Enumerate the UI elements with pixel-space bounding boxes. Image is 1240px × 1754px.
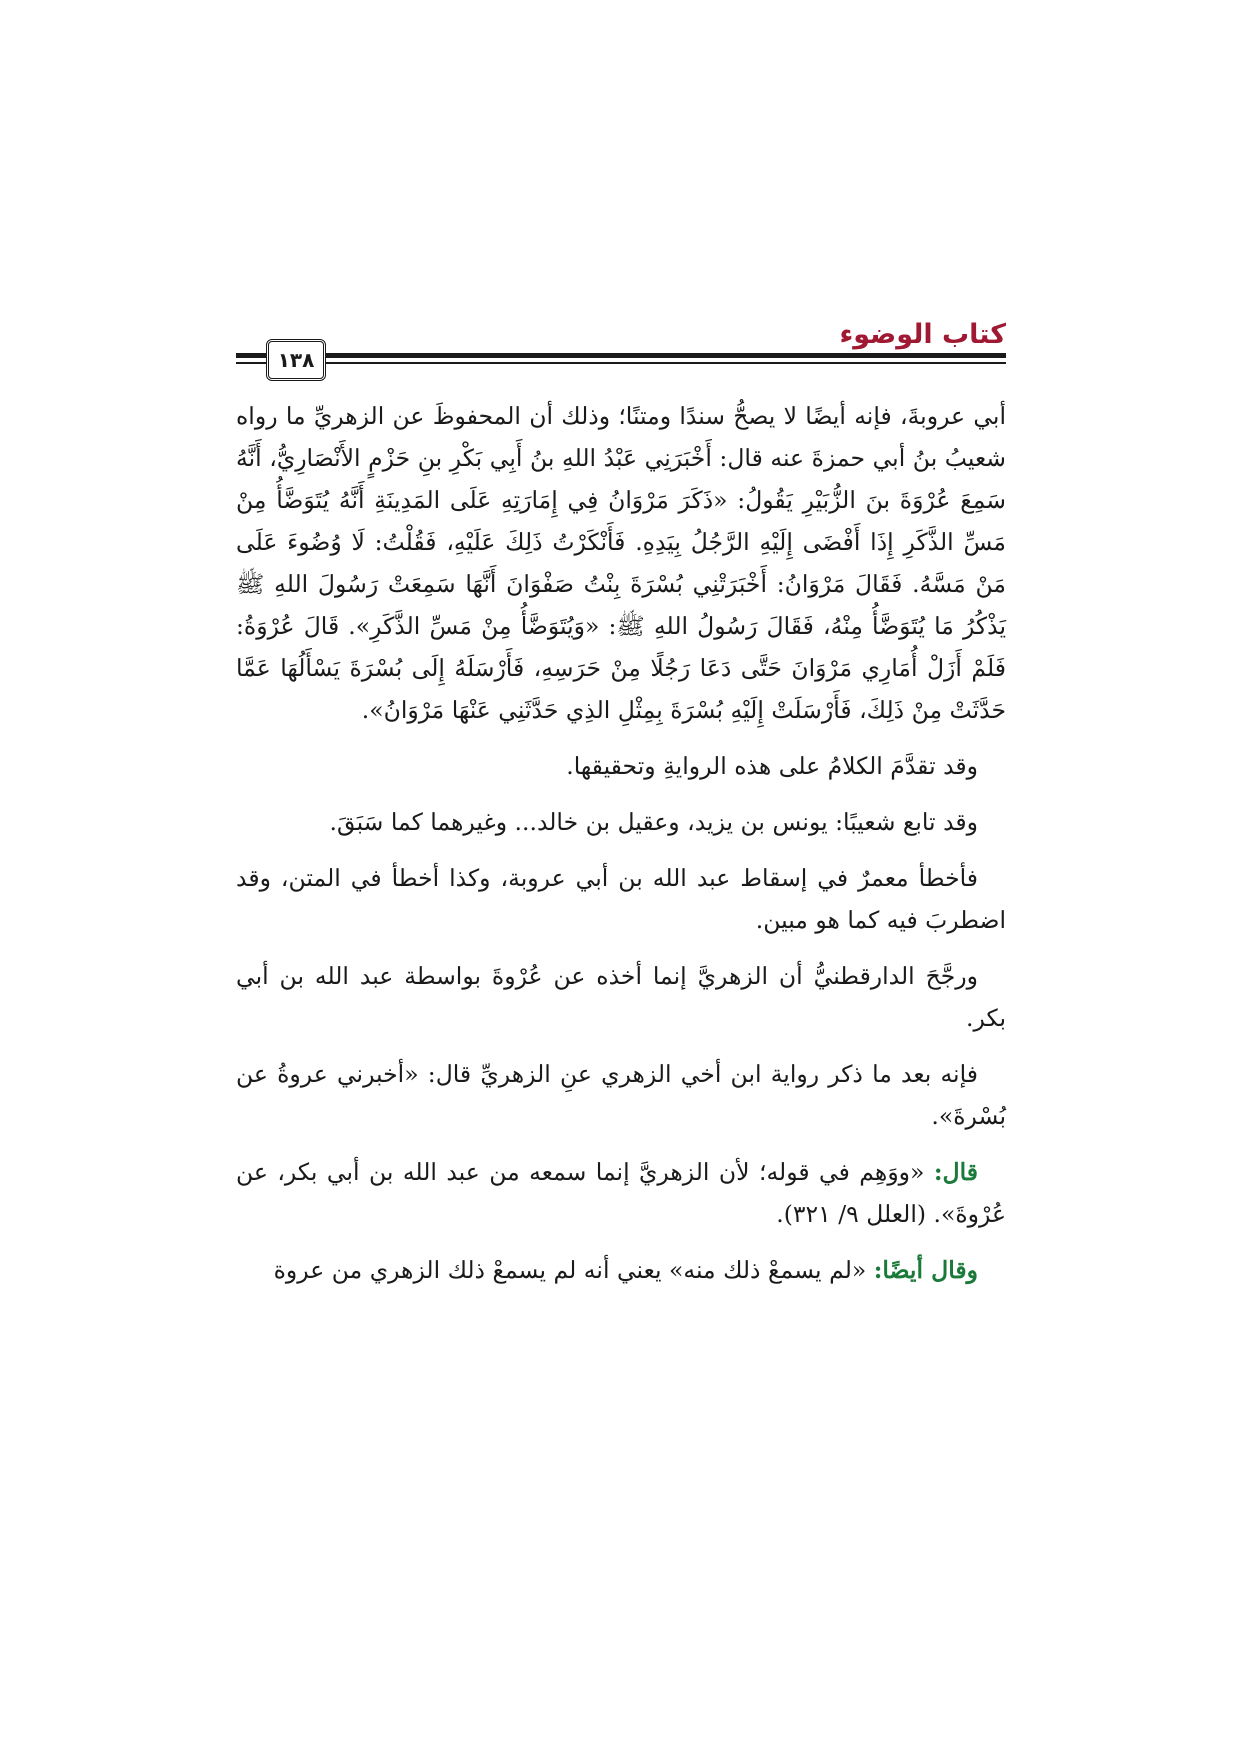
header-rule-thin: [236, 362, 1006, 364]
label-wa-qala-aydan: وقال أيضًا:: [873, 1256, 978, 1284]
paragraph-8-text: «لم يسمعْ ذلك منه» يعني أنه لم يسمعْ ذلك الزهري من عروة: [273, 1256, 874, 1284]
page-number: ١٣٨: [266, 339, 326, 381]
paragraph-3: وقد تابع شعيبًا: يونس بن يزيد، وعقيل بن خالد... وغيرهما كما سَبَقَ.: [329, 808, 978, 836]
page-header: [236, 318, 1006, 388]
paragraph-6: فإنه بعد ما ذكر رواية ابن أخي الزهري عنِ الزهريِّ قال: «أخبرني عروةُ عن بُسْرةَ».: [236, 1060, 1006, 1130]
paragraph-1: أبي عروبةَ، فإنه أيضًا لا يصحُّ سندًا ومتنًا؛ وذلك أن المحفوظَ عن الزهريِّ ما رواه شعيبُ بنُ أبي حمزةَ عنه قال: أَخْبَرَنِي عَبْدُ اللهِ بنُ أَبِي بَكْرِ بنِ حَزْمٍ الأَنْصَارِيُّ، أَنَّهُ سَمِعَ عُرْوَةَ بنَ الزُّبَيْرِ يَقُولُ: «ذَكَرَ مَرْوَانُ فِي إِمَارَتِهِ عَلَى المَدِينَةِ أَنَّهُ يُتَوَضَّأُ مِنْ مَسِّ الذَّكَرِ إِذَا أَفْضَى إِلَيْهِ الرَّجُلُ بِيَدِهِ. فَأَنْكَرْتُ ذَلِكَ عَلَيْهِ، فَقُلْتُ: لَا وُضُوءَ عَلَى مَنْ مَسَّهُ. فَقَالَ مَرْوَانُ: أَخْبَرَتْنِي بُسْرَةَ بِنْتُ صَفْوَانَ أَنَّهَا سَمِعَتْ رَسُولَ اللهِ ﷺ يَذْكُرُ مَا يُتَوَضَّأُ مِنْهُ، فَقَالَ رَسُولُ اللهِ ﷺ: «وَيُتَوَضَّأُ مِنْ مَسِّ الذَّكَرِ». قَالَ عُرْوَةُ: فَلَمْ أَزَلْ أُمَارِي مَرْوَانَ حَتَّى دَعَا رَجُلًا مِنْ حَرَسِهِ، فَأَرْسَلَهُ إِلَى بُسْرَةَ يَسْأَلُهَا عَمَّا حَدَّثَتْ مِنْ ذَلِكَ، فَأَرْسَلَتْ إِلَيْهِ بُسْرَةَ بِمِثْلِ الذِي حَدَّثَنِي عَنْهَا مَرْوَانُ».: [236, 402, 1006, 724]
book-title: كتاب الوضوء: [839, 319, 1006, 350]
page-body: [236, 395, 1006, 1305]
paragraph-5: ورجَّحَ الدارقطنيُّ أن الزهريَّ إنما أخذه عن عُرْوةَ بواسطة عبد الله بن أبي بكر.: [236, 962, 1006, 1032]
paragraph-2: وقد تقدَّمَ الكلامُ على هذه الروايةِ وتحقيقها.: [566, 752, 978, 780]
label-qala: قال:: [933, 1158, 978, 1186]
paragraph-4: فأخطأ معمرٌ في إسقاط عبد الله بن أبي عروبة، وكذا أخطأ في المتن، وقد اضطربَ فيه كما هو مبين.: [236, 864, 1006, 934]
paragraph-8: [236, 1249, 1006, 1291]
paragraph-7-text: «ووَهِم في قوله؛ لأن الزهريَّ إنما سمعه من عبد الله بن أبي بكر، عن عُرْوةَ». (العلل ٩/ ٣٢١).: [236, 1158, 1006, 1228]
paragraph-7: [236, 1151, 1006, 1235]
header-rule-thick: [236, 353, 1006, 358]
